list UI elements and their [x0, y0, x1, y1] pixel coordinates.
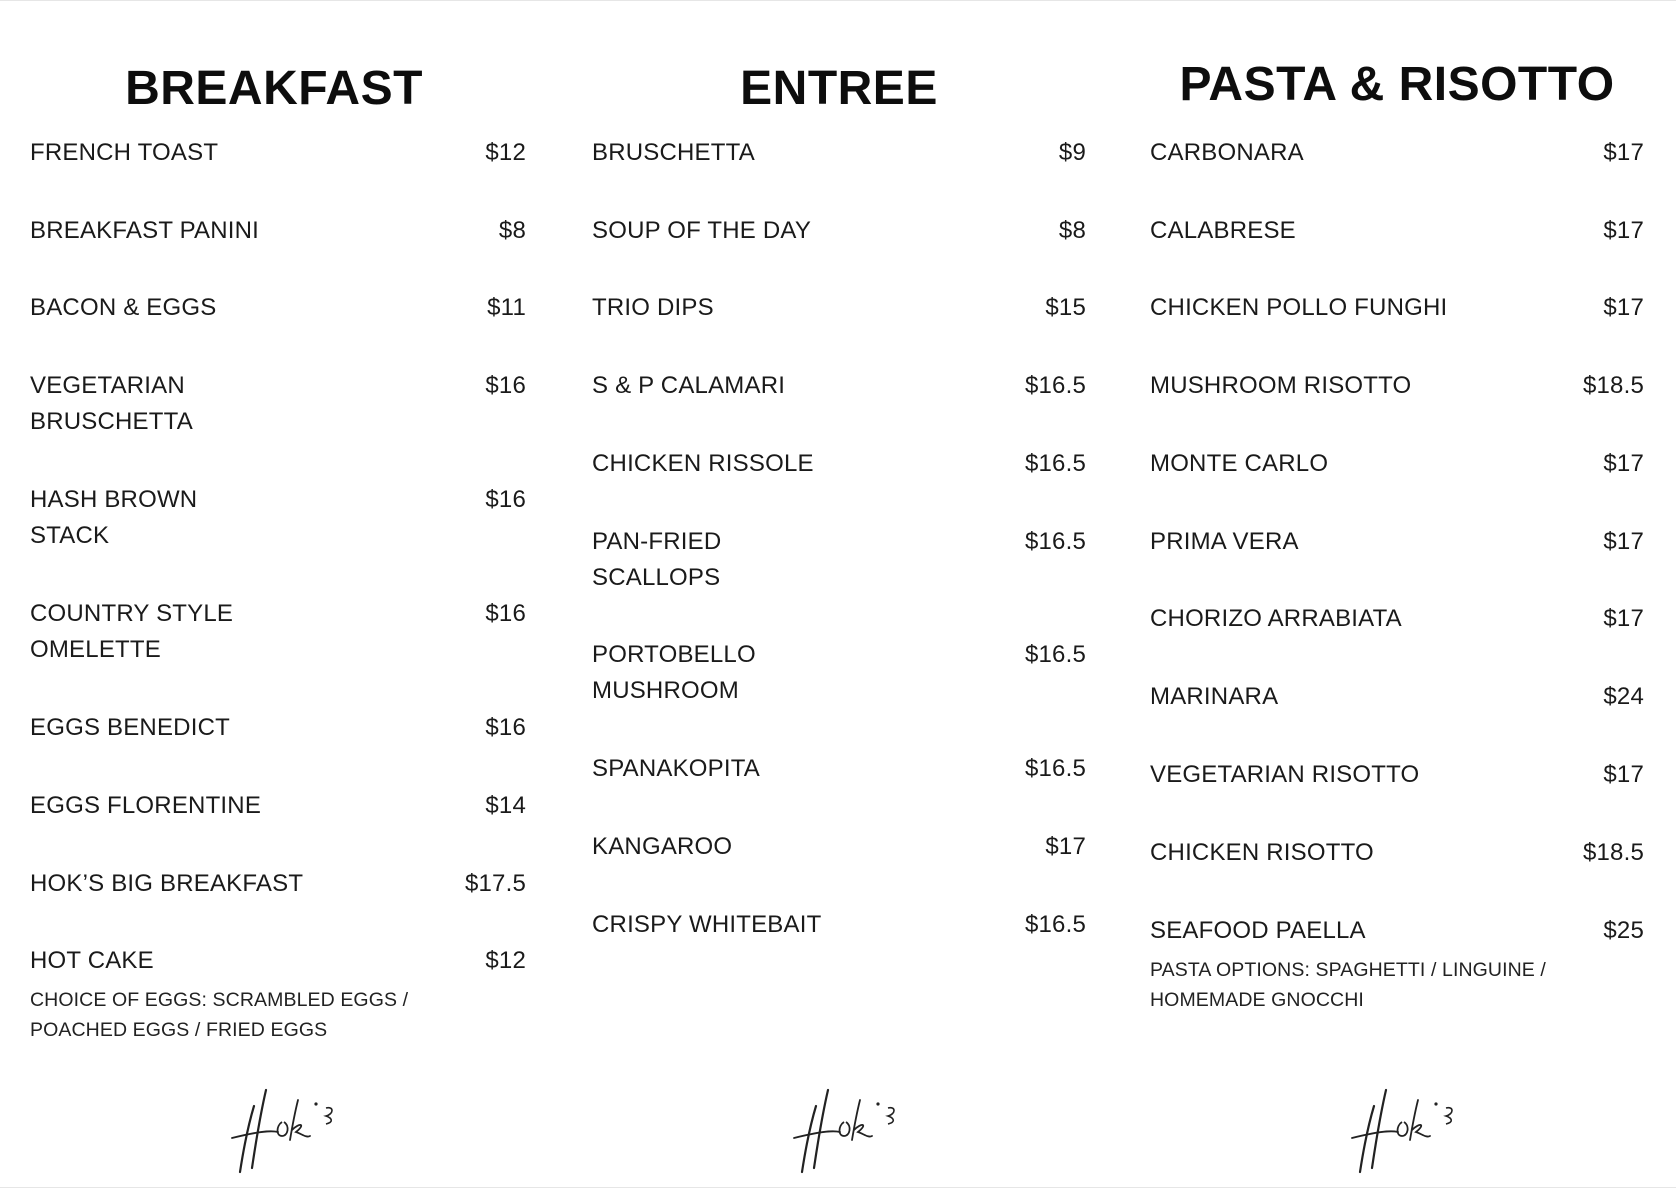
item-price: $8 — [498, 217, 526, 244]
item-price: $14 — [485, 792, 526, 819]
item-price: $17 — [1603, 528, 1644, 555]
item-name: CHICKEN RISSOLE — [592, 450, 814, 477]
menu-item — [592, 135, 1086, 171]
menu-item — [1150, 524, 1644, 560]
item-price: $12 — [485, 947, 526, 974]
item-name: BRUSCHETTA — [592, 139, 755, 166]
menu-item — [1150, 601, 1644, 637]
item-name: CHICKEN POLLO FUNGHI — [1150, 294, 1448, 321]
item-price: $24 — [1603, 683, 1644, 710]
item-price: $16 — [485, 714, 526, 741]
eggs-note: CHOICE OF EGGS: SCRAMBLED EGGS / POACHED EGGS / FRIED EGGS — [30, 989, 409, 1041]
item-price: $9 — [1058, 139, 1086, 166]
item-name: FRENCH TOAST — [30, 139, 219, 166]
item-name: PAN-FRIED SCALLOPS — [592, 528, 722, 591]
item-name: CHICKEN RISOTTO — [1150, 839, 1374, 866]
item-price: $8 — [1058, 217, 1086, 244]
menu-item — [30, 596, 526, 668]
item-name: EGGS BENEDICT — [30, 714, 230, 741]
section-title-entree: ENTREE — [740, 62, 938, 115]
menu-item — [592, 751, 1086, 787]
menu-item — [592, 446, 1086, 482]
item-price: $25 — [1603, 917, 1644, 944]
item-name: HOK’S BIG BREAKFAST — [30, 870, 304, 897]
item-name: CALABRESE — [1150, 217, 1296, 244]
item-price: $18.5 — [1582, 839, 1644, 866]
menu-item — [30, 290, 526, 326]
item-price: $17.5 — [464, 870, 526, 897]
item-name: EGGS FLORENTINE — [30, 792, 262, 819]
item-name: MUSHROOM RISOTTO — [1150, 372, 1412, 399]
menu-item — [592, 368, 1086, 404]
item-price: $15 — [1045, 294, 1086, 321]
menu-item — [592, 290, 1086, 326]
item-price: $17 — [1603, 139, 1644, 166]
item-price: $16.5 — [1024, 372, 1086, 399]
entree-section — [592, 1, 1086, 1189]
menu-item — [592, 829, 1086, 865]
menu-item — [1150, 679, 1644, 715]
menu-item — [1150, 213, 1644, 249]
menu-item — [1150, 757, 1644, 793]
item-price: $18.5 — [1582, 372, 1644, 399]
item-name: TRIO DIPS — [592, 294, 714, 321]
item-name: COUNTRY STYLE OMELETTE — [30, 600, 234, 663]
breakfast-section — [30, 1, 526, 1189]
menu-item — [592, 637, 1086, 709]
item-name: CARBONARA — [1150, 139, 1304, 166]
menu-item — [1150, 290, 1644, 326]
item-price: $17 — [1603, 450, 1644, 477]
item-name: SOUP OF THE DAY — [592, 217, 812, 244]
menu-item — [30, 788, 526, 824]
menu-item — [30, 482, 526, 554]
item-name: SEAFOOD PAELLA — [1150, 917, 1366, 944]
item-price: $16.5 — [1024, 450, 1086, 477]
menu-item — [30, 368, 526, 440]
item-price: $17 — [1603, 294, 1644, 321]
pasta-options-note: PASTA OPTIONS: SPAGHETTI / LINGUINE / HOMEMADE GNOCCHI — [1150, 959, 1546, 1011]
item-name: MONTE CARLO — [1150, 450, 1329, 477]
menu-item — [30, 135, 526, 171]
section-title-pasta: PASTA & RISOTTO — [1179, 58, 1615, 111]
pasta-section — [1150, 1, 1644, 1189]
item-price: $17 — [1603, 761, 1644, 788]
item-price: $16 — [485, 600, 526, 627]
item-name: HOT CAKE — [30, 947, 154, 974]
menu-item — [30, 943, 526, 979]
menu-item — [592, 524, 1086, 596]
item-price: $17 — [1603, 217, 1644, 244]
item-price: $12 — [485, 139, 526, 166]
item-name: SPANAKOPITA — [592, 755, 761, 782]
item-name: KANGAROO — [592, 833, 733, 860]
item-name: CRISPY WHITEBAIT — [592, 911, 822, 938]
item-price: $17 — [1045, 833, 1086, 860]
item-name: VEGETARIAN BRUSCHETTA — [30, 372, 193, 435]
item-name: PRIMA VERA — [1150, 528, 1299, 555]
menu-item — [1150, 913, 1644, 949]
item-price: $11 — [487, 294, 526, 321]
menu-item — [1150, 446, 1644, 482]
menu-item — [1150, 835, 1644, 871]
menu-item — [1150, 135, 1644, 171]
hoks-signature-logo — [788, 1086, 908, 1176]
menu-item — [592, 907, 1086, 943]
menu-item — [30, 710, 526, 746]
hoks-signature-logo — [226, 1086, 346, 1176]
item-price: $16 — [485, 372, 526, 399]
menu-item — [592, 213, 1086, 249]
item-name: PORTOBELLO MUSHROOM — [592, 641, 756, 704]
hoks-signature-logo — [1346, 1086, 1466, 1176]
item-name: MARINARA — [1150, 683, 1279, 710]
item-name: VEGETARIAN RISOTTO — [1150, 761, 1420, 788]
menu-item — [30, 866, 526, 902]
menu-item — [30, 213, 526, 249]
item-price: $17 — [1603, 605, 1644, 632]
item-price: $16 — [485, 486, 526, 513]
item-name: BREAKFAST PANINI — [30, 217, 260, 244]
section-title-breakfast: BREAKFAST — [125, 62, 423, 115]
menu-item — [1150, 368, 1644, 404]
item-name: BACON & EGGS — [30, 294, 217, 321]
item-price: $16.5 — [1024, 641, 1086, 668]
item-price: $16.5 — [1024, 755, 1086, 782]
item-price: $16.5 — [1024, 911, 1086, 938]
item-name: CHORIZO ARRABIATA — [1150, 605, 1402, 632]
item-name: HASH BROWN STACK — [30, 486, 198, 549]
item-name: S & P CALAMARI — [592, 372, 786, 399]
item-price: $16.5 — [1024, 528, 1086, 555]
